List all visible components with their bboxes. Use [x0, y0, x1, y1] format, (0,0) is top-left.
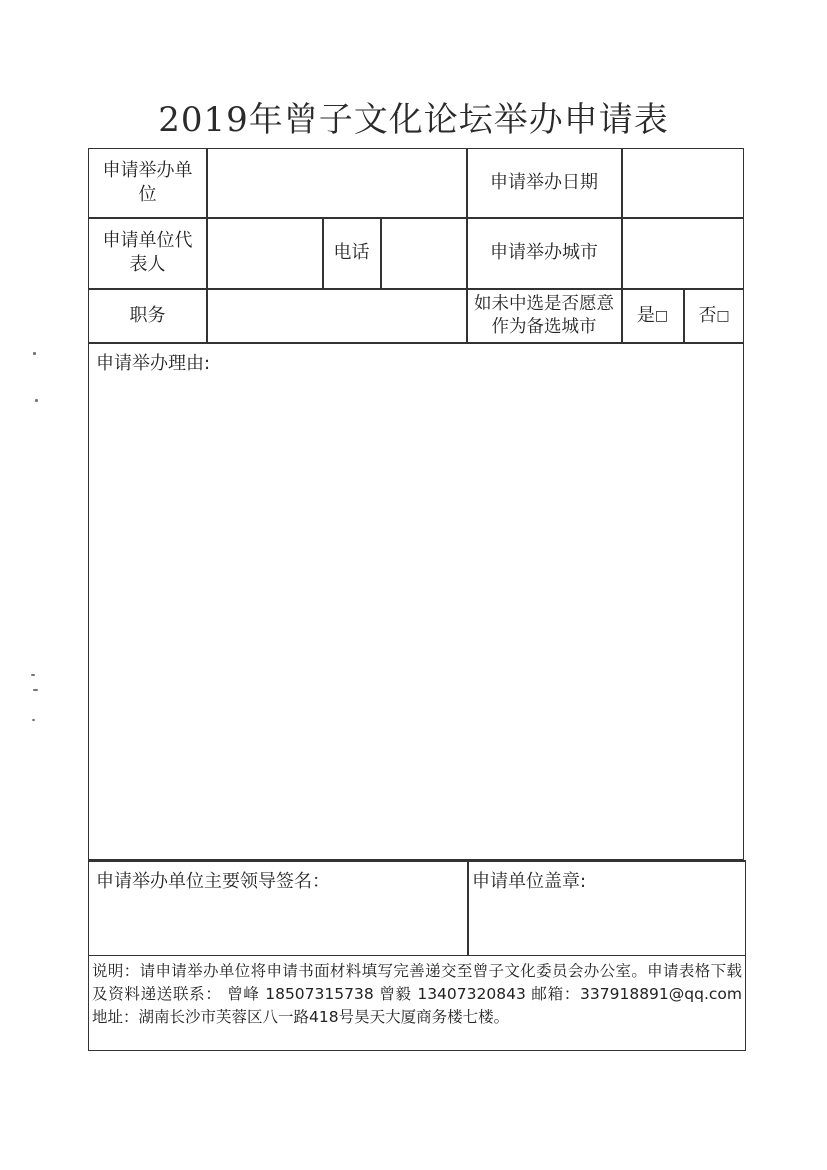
backup-city-question: 如未中选是否愿意 作为备选城市 — [474, 293, 614, 337]
scan-speck — [33, 352, 36, 355]
host-date-label: 申请举办日期 — [490, 172, 598, 193]
seal-field[interactable] — [470, 896, 744, 954]
host-date-field[interactable] — [623, 150, 743, 216]
applicant-unit-field[interactable] — [208, 150, 465, 216]
phone-field[interactable] — [382, 219, 465, 287]
yes-option[interactable]: 是 □ — [636, 304, 669, 326]
scan-speck — [31, 674, 35, 676]
leader-signature-field[interactable] — [90, 896, 465, 954]
submission-note: 说明：请申请举办单位将申请书面材料填写完善递交至曾子文化委员会办公室。申请表格下载及资料递送联系： 曾峰 18507315738 曾毅 13407320843 邮箱：337918891@qq.com 地址：湖南长沙市芙蓉区八一路418号昊天大厦商务楼七楼。 — [92, 962, 742, 1026]
yes-checkbox[interactable]: □ — [654, 307, 669, 324]
scan-speck — [35, 399, 38, 402]
reason-field[interactable] — [90, 380, 742, 858]
scan-speck — [32, 719, 35, 721]
seal-label: 申请单位盖章: — [472, 871, 587, 892]
signature-seal-divider — [467, 860, 469, 956]
position-label: 职务 — [129, 304, 166, 326]
form-title: 2019年曾子文化论坛举办申请表 — [158, 100, 669, 140]
host-city-label: 申请举办城市 — [490, 242, 598, 263]
leader-signature-label: 申请举办单位主要领导签名： — [96, 871, 330, 892]
applicant-unit-label: 申请举办单 位 — [102, 160, 193, 205]
reason-label: 申请举办理由: — [96, 353, 211, 374]
scan-speck — [33, 689, 38, 691]
no-checkbox[interactable]: □ — [716, 307, 730, 324]
no-option[interactable]: 否 □ — [698, 304, 730, 326]
phone-label: 电话 — [333, 242, 370, 263]
host-city-field[interactable] — [623, 219, 743, 287]
row-divider-3 — [88, 342, 744, 344]
representative-field[interactable] — [208, 219, 321, 287]
position-field[interactable] — [208, 290, 465, 341]
representative-label: 申请单位代 表人 — [102, 230, 193, 275]
